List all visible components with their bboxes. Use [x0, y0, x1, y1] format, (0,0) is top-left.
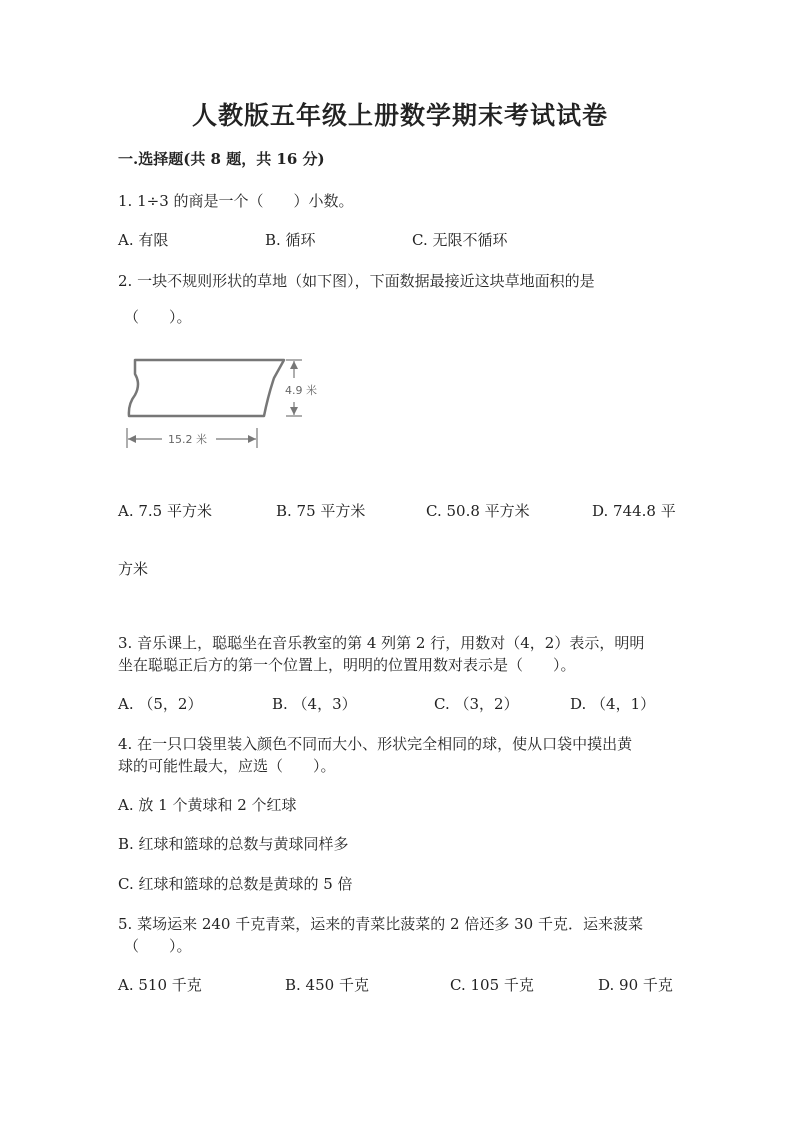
q2-option-b: B. 75 平方米: [276, 502, 366, 520]
q5-option-d: D. 90 千克: [598, 976, 673, 994]
q1-option-b: B. 循环: [265, 231, 316, 249]
section-heading: 一.选择题(共 8 题，共 16 分): [118, 150, 325, 168]
q4-option-b: B. 红球和篮球的总数与黄球同样多: [118, 835, 349, 853]
question-5-text-cont: （ ）。: [124, 937, 192, 955]
width-label: 15.2 米: [168, 433, 207, 446]
q2-option-c: C. 50.8 平方米: [426, 502, 530, 520]
lawn-figure: [118, 352, 333, 457]
question-4-text: 4. 在一只口袋里装入颜色不同而大小、形状完全相同的球，使从口袋中摸出黄: [118, 735, 633, 753]
q2-option-d-wrap: 方米: [118, 560, 149, 578]
q3-option-d: D. （4，1）: [570, 695, 656, 713]
question-2-text: 2. 一块不规则形状的草地（如下图），下面数据最接近这块草地面积的是: [118, 272, 595, 290]
q3-option-a: A. （5，2）: [118, 695, 203, 713]
q5-option-b: B. 450 千克: [285, 976, 369, 994]
q2-option-d: D. 744.8 平: [592, 502, 676, 520]
document-title: 人教版五年级上册数学期末考试试卷: [191, 101, 608, 130]
question-2-text-cont: （ ）。: [124, 308, 192, 326]
q3-option-c: C. （3，2）: [434, 695, 519, 713]
q5-option-c: C. 105 千克: [450, 976, 534, 994]
q1-option-a: A. 有限: [118, 231, 169, 249]
q3-option-b: B. （4，3）: [272, 695, 357, 713]
q1-option-c: C. 无限不循环: [412, 231, 508, 249]
lawn-shape: [129, 360, 284, 416]
question-3-text: 3. 音乐课上，聪聪坐在音乐教室的第 4 列第 2 行，用数对（4，2）表示，明明: [118, 634, 645, 652]
question-4-text-cont: 球的可能性最大，应选（ ）。: [118, 757, 336, 775]
q4-option-c: C. 红球和篮球的总数是黄球的 5 倍: [118, 875, 353, 893]
height-label: 4.9 米: [285, 384, 317, 397]
question-1-text: 1. 1÷3 的商是一个（ ）小数。: [118, 192, 354, 210]
question-3-text-cont: 坐在聪聪正后方的第一个位置上，明明的位置用数对表示是（ ）。: [118, 656, 576, 674]
question-5-text: 5. 菜场运来 240 千克青菜，运来的青菜比菠菜的 2 倍还多 30 千克．运来菠菜: [118, 915, 643, 933]
q5-option-a: A. 510 千克: [118, 976, 202, 994]
q4-option-a: A. 放 1 个黄球和 2 个红球: [118, 796, 297, 814]
q2-option-a: A. 7.5 平方米: [118, 502, 212, 520]
